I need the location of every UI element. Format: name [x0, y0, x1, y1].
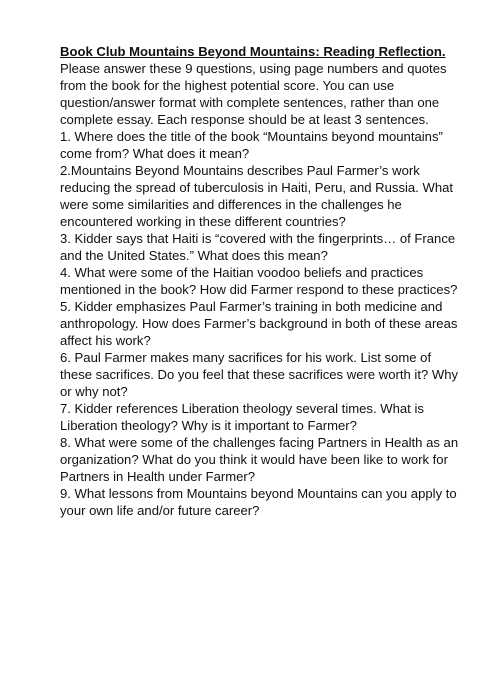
question-4: 4. What were some of the Haitian voodoo beliefs and practices mentioned in the book? How did Farmer respond to these practices? [60, 265, 458, 297]
question-1: 1. Where does the title of the book “Mountains beyond mountains” come from? What does it mean? [60, 129, 443, 161]
instructions-paragraph: Please answer these 9 questions, using page numbers and quotes from the book for the highest potential score. You can use question/answer format with complete sentences, rather than one complete essay. Each response should be at least 3 sentences. [60, 61, 447, 127]
question-8: 8. What were some of the challenges facing Partners in Health as an organization? What do you think it would have been like to work for Partners in Health under Farmer? [60, 435, 459, 484]
question-5: 5. Kidder emphasizes Paul Farmer’s training in both medicine and anthropology. How does Farmer’s background in both of these areas affect his work? [60, 299, 458, 348]
question-6: 6. Paul Farmer makes many sacrifices for his work. List some of these sacrifices. Do you feel that these sacrifices were worth it? Why or why not? [60, 350, 459, 399]
question-9: 9. What lessons from Mountains beyond Mountains can you apply to your own life and/or future career? [60, 486, 457, 518]
question-3: 3. Kidder says that Haiti is “covered with the fingerprints… of France and the United States.” What does this mean? [60, 231, 456, 263]
question-2: 2.Mountains Beyond Mountains describes Paul Farmer’s work reducing the spread of tuberculosis in Haiti, Peru, and Russia. What were some similarities and differences in the challenges he encountered working in these different countries? [60, 163, 454, 229]
document-page [60, 43, 460, 519]
question-7: 7. Kidder references Liberation theology several times. What is Liberation theology? Why is it important to Farmer? [60, 401, 424, 433]
document-title: Book Club Mountains Beyond Mountains: Reading Reflection. [60, 44, 446, 59]
